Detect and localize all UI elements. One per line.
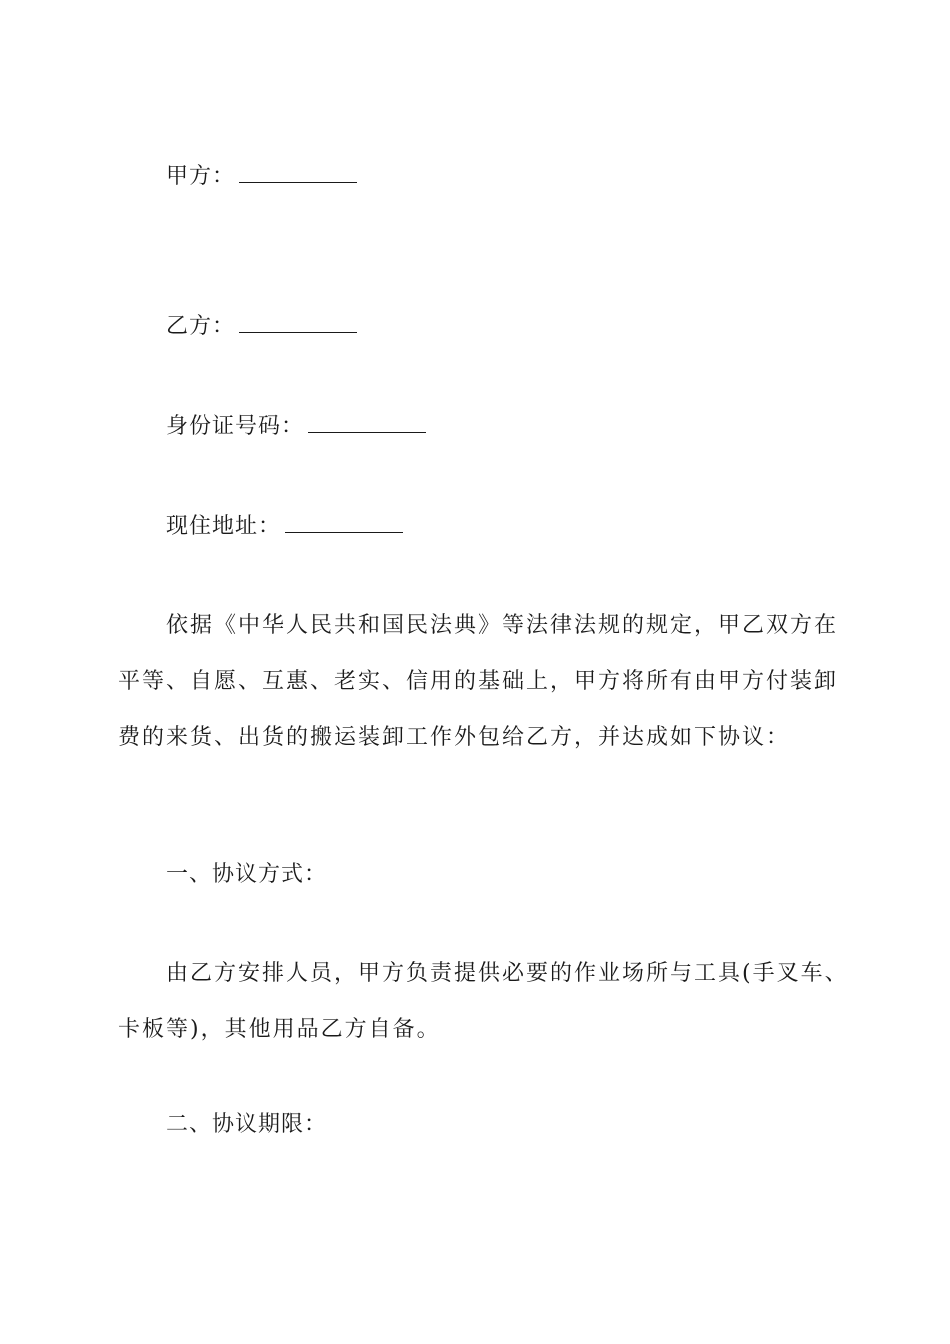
intro-paragraph: 依据《中华人民共和国民法典》等法律法规的规定，甲乙双方在平等、自愿、互惠、老实、信用的基础上，甲方将所有由甲方付装卸费的来货、出货的搬运装卸工作外包给乙方，并达成如下协议： — [118, 613, 839, 750]
id-number-field — [166, 412, 426, 442]
section-2-heading: 二、协议期限： — [166, 1112, 328, 1137]
party-a-blank — [239, 162, 357, 183]
id-number-blank — [308, 412, 426, 433]
address-field — [166, 512, 403, 542]
section-1-heading: 一、协议方式： — [166, 862, 328, 887]
party-b-label: 乙方： — [166, 314, 236, 339]
id-number-label: 身份证号码： — [166, 414, 305, 439]
party-b-blank — [239, 312, 357, 333]
party-a-label: 甲方： — [166, 164, 236, 189]
party-b-field — [166, 312, 357, 342]
address-blank — [285, 512, 403, 533]
section-1-body: 由乙方安排人员，甲方负责提供必要的作业场所与工具(手叉车、卡板等)，其他用品乙方自备。 — [118, 961, 849, 1042]
party-a-field — [166, 162, 357, 192]
address-label: 现住地址： — [166, 514, 282, 539]
